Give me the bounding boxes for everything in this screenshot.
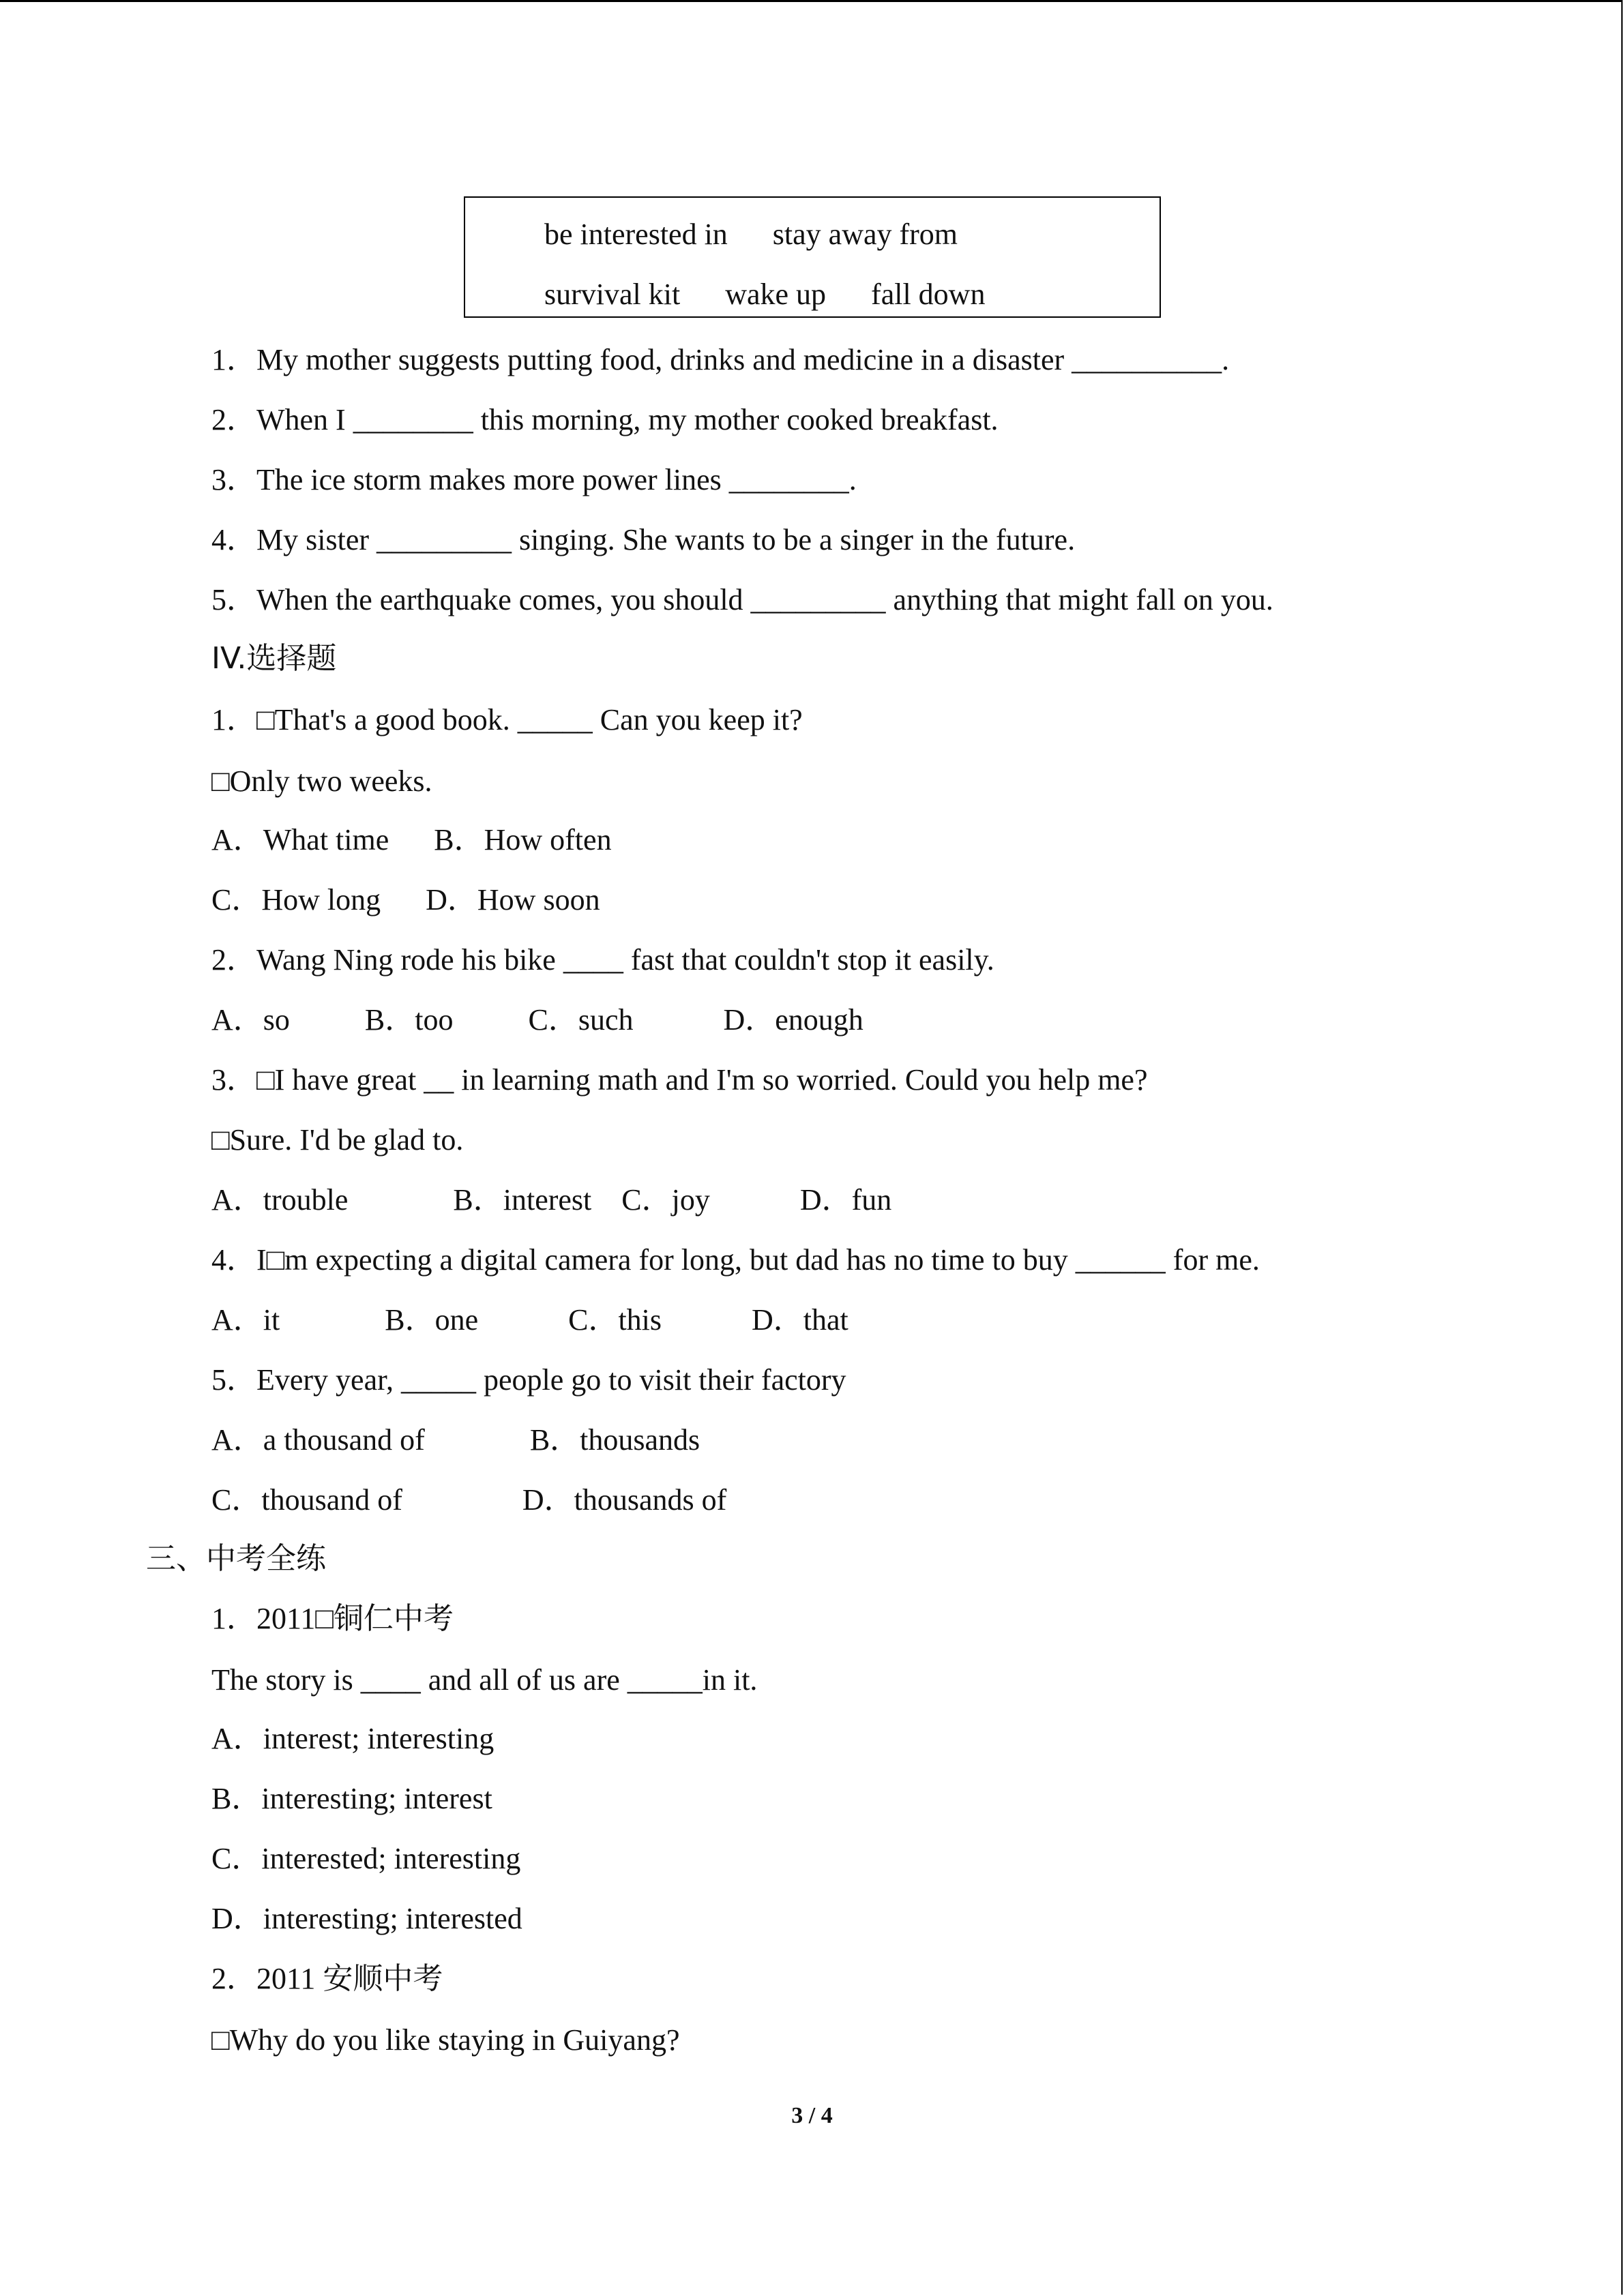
exam-question: The story is ____ and all of us are _____in it.: [211, 1663, 758, 1697]
word-bank-row: survival kit wake up fall down: [544, 278, 986, 311]
choice-question: 2．Wang Ning rode his bike ____ fast that couldn't stop it easily.: [211, 943, 994, 976]
fill-in-question: 5．When the earthquake comes, you should _________ anything that might fall on you.: [211, 583, 1273, 616]
exam-option: B．interesting; interest: [211, 1782, 492, 1815]
choice-question: 3．□I have great __ in learning math and I'm so worried. Could you help me?: [211, 1063, 1148, 1097]
exam-question: □Why do you like staying in Guiyang?: [211, 2023, 680, 2057]
word-bank-row: be interested in stay away from: [544, 218, 958, 251]
choice-options: C．thousand of D．thousands of: [211, 1483, 727, 1517]
choice-question: 4．I□m expecting a digital camera for long, but dad has no time to buy ______ for me.: [211, 1243, 1260, 1277]
fill-in-question: 4．My sister _________ singing. She wants to be a singer in the future.: [211, 523, 1076, 556]
fill-in-question: 1．My mother suggests putting food, drinks and medicine in a disaster __________.: [211, 343, 1230, 376]
choice-dialogue-line: □Only two weeks.: [211, 764, 432, 798]
choice-options: A．What time B．How often: [211, 823, 612, 856]
exam-option: A．interest; interesting: [211, 1722, 494, 1755]
choice-options: A．trouble B．interest C．joy D．fun: [211, 1183, 892, 1217]
exam-question-source: 1．2011□铜仁中考: [211, 1602, 454, 1635]
choice-options: A．a thousand of B．thousands: [211, 1423, 700, 1457]
choice-question: 1．□That's a good book. _____ Can you keep it?: [211, 703, 803, 736]
section-heading: IV.选择题: [211, 641, 337, 676]
word-bank-box: [464, 196, 1161, 318]
section-heading: 三、中考全练: [146, 1541, 326, 1576]
choice-options: C．How long D．How soon: [211, 883, 600, 916]
exam-question-source: 2．2011 安顺中考: [211, 1962, 443, 1995]
choice-dialogue-line: □Sure. I'd be glad to.: [211, 1123, 464, 1157]
fill-in-question: 3．The ice storm makes more power lines ________.: [211, 463, 857, 496]
choice-options: A．so B．too C．such D．enough: [211, 1003, 863, 1037]
page-number: 3 / 4: [791, 2103, 833, 2128]
exam-option: D．interesting; interested: [211, 1902, 522, 1935]
choice-options: A．it B．one C．this D．that: [211, 1303, 848, 1337]
fill-in-question: 2．When I ________ this morning, my mother cooked breakfast.: [211, 403, 999, 436]
exam-option: C．interested; interesting: [211, 1842, 521, 1875]
choice-question: 5．Every year, _____ people go to visit their factory: [211, 1363, 846, 1397]
